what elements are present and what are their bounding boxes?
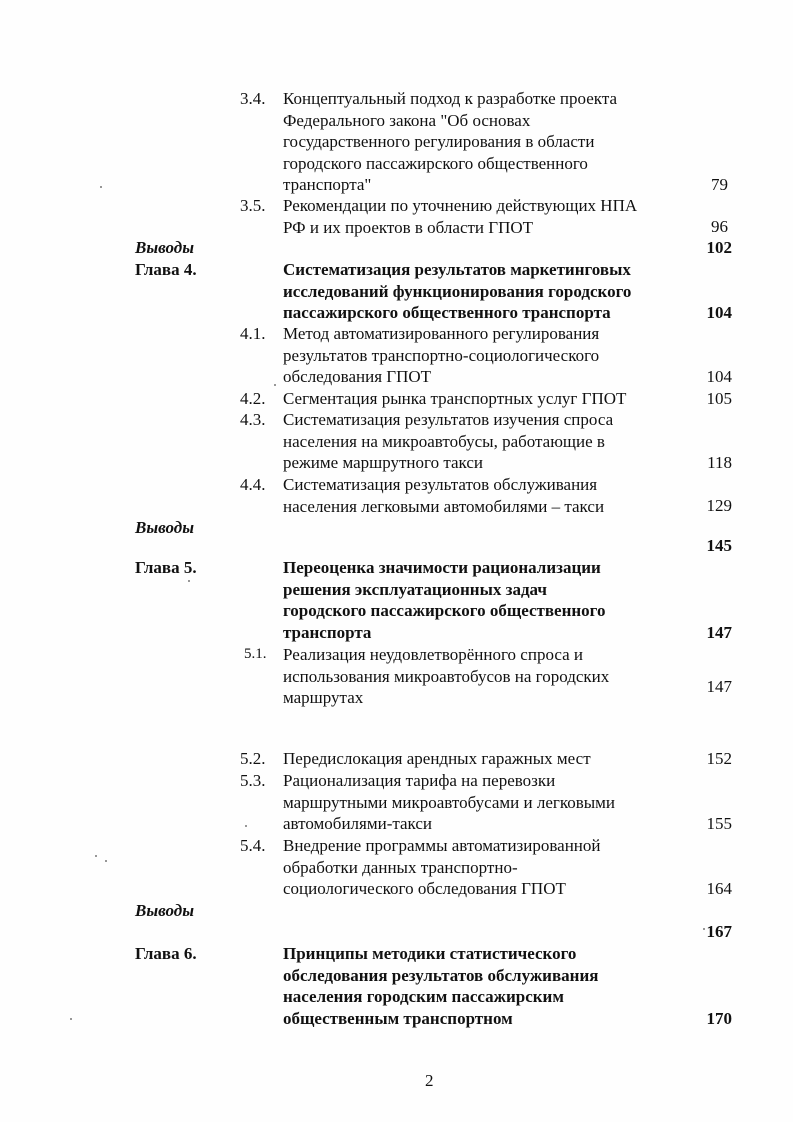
- toc-page-number: 102: [706, 238, 732, 257]
- toc-section-title: Рационализация тарифа на перевозки маршрутными микроавтобусами и легковыми автомобилями-такси: [283, 771, 616, 833]
- toc-section-title: Систематизация результатов изучения спроса населения на микроавтобусы, работающие в режиме маршрутного такси: [283, 410, 614, 472]
- toc-page-number: 96: [711, 217, 728, 236]
- scan-speck: [245, 825, 247, 827]
- toc-section-number: 4.3.: [240, 410, 266, 429]
- toc-chapter-title: Систематизация результатов маркетинговых исследований функционирования городского пассажирского общественного транспорта: [283, 260, 632, 322]
- toc-chapter-label: Глава 4.: [135, 260, 197, 279]
- scan-speck: [703, 928, 705, 930]
- toc-section-number: 3.5.: [240, 196, 266, 215]
- toc-section-title: Систематизация результатов обслуживания населения легковыми автомобилями – такси: [283, 475, 605, 516]
- toc-page-number: 105: [706, 389, 732, 408]
- toc-section-title: Реализация неудовлетворённого спроса и использования микроавтобусов на городских маршрутах: [283, 645, 610, 707]
- toc-section-number: 4.2.: [240, 389, 266, 408]
- toc-conclusions-label: Выводы: [135, 238, 195, 257]
- page-number-footer: 2: [425, 1071, 434, 1090]
- toc-section-number: 5.4.: [240, 836, 266, 855]
- toc-section-number: 5.1.: [244, 646, 267, 662]
- toc-section-number: 4.1.: [240, 324, 266, 343]
- toc-chapter-label: Глава 5.: [135, 558, 197, 577]
- toc-page-number: 155: [706, 814, 732, 833]
- toc-page-number: 147: [706, 623, 732, 642]
- toc-section-number: 4.4.: [240, 475, 266, 494]
- toc-page-number: 170: [706, 1009, 732, 1028]
- toc-page-number: 118: [707, 453, 732, 472]
- toc-page-number: 147: [706, 677, 732, 696]
- toc-section-title: Передислокация арендных гаражных мест: [283, 749, 591, 768]
- scan-speck: [105, 860, 107, 862]
- toc-section-number: 5.2.: [240, 749, 266, 768]
- toc-page-number: 164: [706, 879, 732, 898]
- toc-chapter-title: Принципы методики статистического обследования результатов обслуживания населения городским пассажирским общественным транспортном: [283, 944, 599, 1028]
- toc-chapter-label: Глава 6.: [135, 944, 197, 963]
- scan-speck: [274, 384, 276, 386]
- toc-section-title: Метод автоматизированного регулирования результатов транспортно-социологического обследования ГПОТ: [283, 324, 600, 386]
- toc-conclusions-label: Выводы: [135, 901, 195, 920]
- toc-page-number: 152: [706, 749, 732, 768]
- toc-chapter-title: Переоценка значимости рационализации решения эксплуатационных задач городского пассажирского общественного транспорта: [283, 558, 606, 642]
- scan-speck: [95, 855, 97, 857]
- toc-page-number: 129: [706, 496, 732, 515]
- scan-speck: [100, 186, 102, 188]
- toc-page-number: 104: [706, 367, 732, 386]
- toc-section-title: Сегментация рынка транспортных услуг ГПОТ: [283, 389, 627, 408]
- toc-page-number: 79: [711, 175, 728, 194]
- toc-section-number: 5.3.: [240, 771, 266, 790]
- scan-speck: [70, 1018, 72, 1020]
- toc-section-title: Внедрение программы автоматизированной обработки данных транспортно- социологического обследования ГПОТ: [283, 836, 601, 898]
- toc-section-title: Концептуальный подход к разработке проекта Федерального закона "Об основах государственного регулирования в области городского пассажирского общественного транспорта": [283, 89, 617, 194]
- toc-page-number: 167: [706, 922, 732, 941]
- toc-conclusions-label: Выводы: [135, 518, 195, 537]
- toc-section-title: Рекомендации по уточнению действующих НПА РФ и их проектов в области ГПОТ: [283, 196, 638, 237]
- toc-page-number: 104: [706, 303, 732, 322]
- scan-speck: [188, 580, 190, 582]
- toc-section-number: 3.4.: [240, 89, 266, 108]
- toc-page-number: 145: [706, 536, 732, 555]
